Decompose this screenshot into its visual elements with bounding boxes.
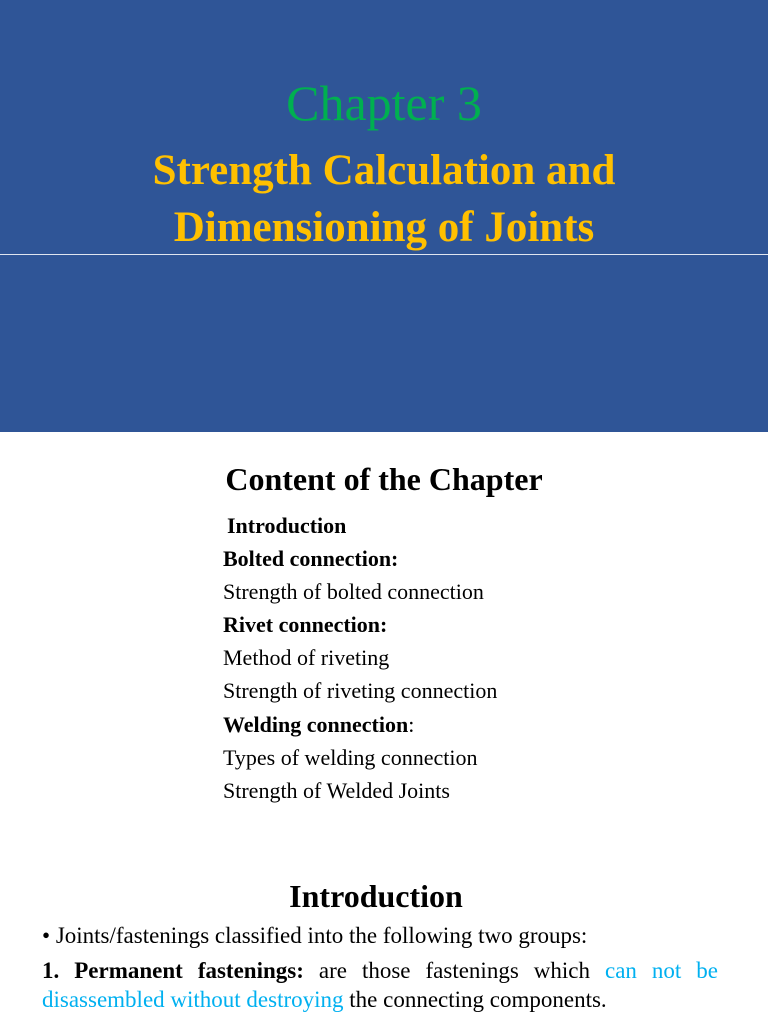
toc-item-introduction: Introduction <box>227 513 347 538</box>
toc-item-welding-label: Welding connection <box>223 711 409 737</box>
contents-list <box>223 509 497 807</box>
introduction-heading: Introduction <box>289 878 463 914</box>
para-lead: 1. Permanent fastenings: <box>42 958 304 983</box>
permanent-fastenings-paragraph <box>42 956 718 1014</box>
toc-item-welding-suffix: : <box>408 711 415 737</box>
toc-item-bolted-connection: Bolted connection: <box>223 546 399 572</box>
chapter-title-line-2: Dimensioning of Joints <box>173 204 595 251</box>
chapter-title <box>0 142 768 256</box>
cover-slide <box>0 0 768 432</box>
para-highlight: can not be disassembled without destroying <box>42 958 718 1012</box>
bullet-icon: • <box>42 923 51 948</box>
toc-item-strength-welded: Strength of Welded Joints <box>223 777 450 803</box>
para-text-1: are those fastenings which <box>303 958 605 983</box>
toc-item-strength-riveting: Strength of riveting connection <box>223 678 498 704</box>
toc-item-welding-connection <box>223 708 497 741</box>
bullet-text: Joints/fastenings classified into the following two groups: <box>55 923 588 948</box>
toc-item-rivet-connection: Rivet connection: <box>223 612 388 638</box>
toc-item-strength-bolted: Strength of bolted connection <box>223 579 484 605</box>
bullet-line <box>42 921 732 951</box>
toc-item-types-welding: Types of welding connection <box>223 744 478 770</box>
chapter-number: Chapter 3 <box>286 75 482 131</box>
title-divider <box>0 254 768 255</box>
contents-heading: Content of the Chapter <box>225 461 543 497</box>
para-text-2: the connecting components. <box>343 987 607 1012</box>
chapter-title-line-1: Strength Calculation and <box>152 147 616 194</box>
toc-item-method-riveting: Method of riveting <box>223 645 390 671</box>
